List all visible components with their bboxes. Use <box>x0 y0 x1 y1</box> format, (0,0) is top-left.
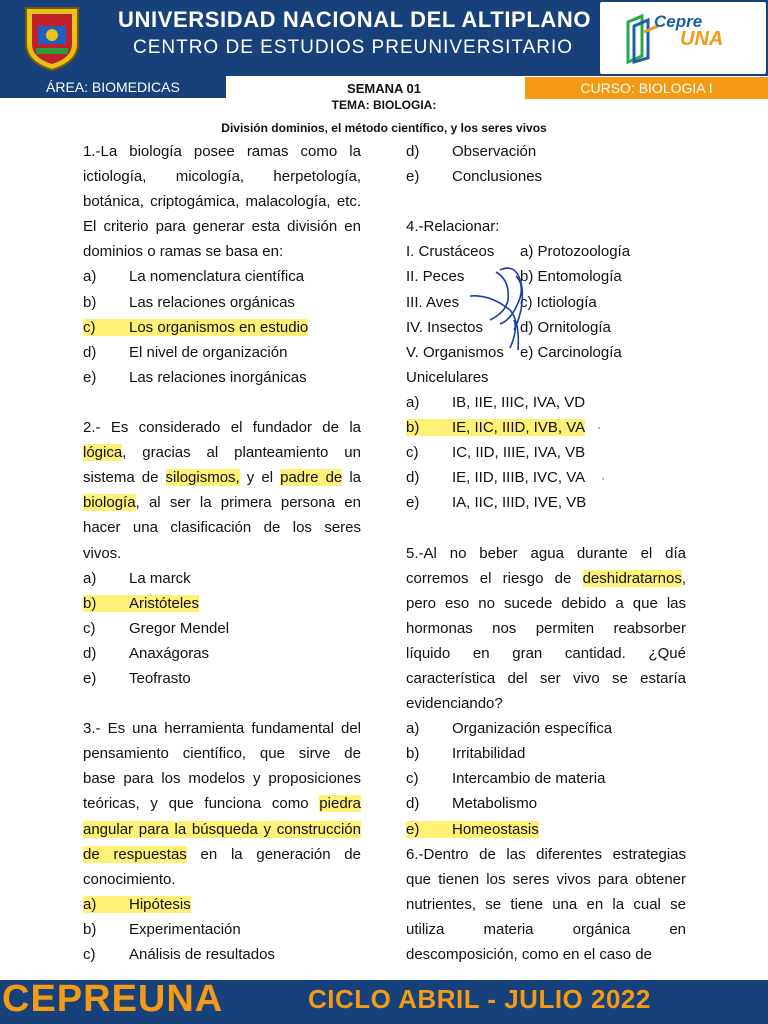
highlight-logica: lógica <box>83 444 123 462</box>
option-text: Análisis de resultados <box>129 946 275 963</box>
option-letter: d) <box>83 343 97 361</box>
option-text: Irritabilidad <box>452 745 526 763</box>
q5-option-a[interactable] <box>406 716 686 741</box>
q2-line: hacer una clasificación de los seres <box>83 519 361 537</box>
option-text: Gregor Mendel <box>129 619 230 637</box>
q4-pair: IV. Insectos d) Ornitología <box>406 318 611 336</box>
option-letter: b) <box>83 920 97 938</box>
q4-option-c[interactable] <box>406 440 686 465</box>
option-letter: c) <box>406 444 419 462</box>
option-text: Conclusiones <box>452 168 543 186</box>
header-banner <box>0 0 768 76</box>
q3-option-a[interactable] <box>83 892 361 917</box>
highlight-padre: padre de <box>280 469 343 487</box>
q4-pair: V. Organismos e) Carcinología <box>406 343 622 361</box>
option-text: IC, IID, IIIE, IVA, VB <box>452 444 586 462</box>
handwritten-matching-lines <box>460 250 570 360</box>
option-letter: b) <box>83 293 97 311</box>
q2-option-e[interactable] <box>83 666 361 691</box>
q1-option-c[interactable] <box>83 315 361 340</box>
q5-line: evidenciando? <box>406 695 503 713</box>
q4-option-e[interactable] <box>406 490 686 515</box>
option-text: IE, IID, IIIB, IVC, VA <box>452 469 586 487</box>
q1-option-b[interactable] <box>83 290 361 315</box>
q1-option-a[interactable] <box>83 264 361 289</box>
logo-una-text: UNA <box>680 28 724 50</box>
q1-option-e[interactable] <box>83 365 361 390</box>
q5-option-c[interactable] <box>406 766 686 791</box>
option-text-highlighted: Hipótesis <box>129 895 191 913</box>
q3-option-c[interactable] <box>83 942 361 967</box>
area-label: ÁREA: BIOMEDICAS <box>46 79 180 95</box>
university-name: UNIVERSIDAD NACIONAL DEL ALTIPLANO <box>118 7 592 32</box>
option-letter: e) <box>406 168 420 186</box>
option-text: Las relaciones inorgánicas <box>129 368 307 386</box>
q1-line: El criterio para generar esta división en <box>83 218 361 236</box>
option-letter: e) <box>83 669 97 687</box>
q5-line: característica del ser vivo se estaría <box>406 669 686 687</box>
q3-option-b[interactable] <box>83 917 361 942</box>
option-text: Metabolismo <box>452 795 538 813</box>
q5-line: 5.-Al no beber agua durante el día <box>406 544 686 562</box>
option-text: Teofrasto <box>129 669 191 687</box>
q2-option-b[interactable] <box>83 591 361 616</box>
q1-line: ictiología, micología, herpetología, <box>83 168 361 186</box>
pen-mark-dot: · <box>601 471 605 485</box>
q4-option-a[interactable] <box>406 390 686 415</box>
q6-line: que tienen los seres vivos para obtener <box>406 870 686 888</box>
q3-line <box>83 817 361 842</box>
q4-extra: Unicelulares <box>406 368 489 386</box>
q3-line: teóricas, y que funciona como piedra <box>83 795 361 813</box>
q6-line: 6.-Dentro de las diferentes estrategias <box>406 845 686 863</box>
semana-label: SEMANA 01 <box>347 81 421 96</box>
option-letter: e) <box>406 820 420 838</box>
highlight-deshidratarnos: deshidratarnos <box>582 569 682 587</box>
q5-option-e[interactable] <box>406 817 686 842</box>
option-letter: e) <box>83 368 97 386</box>
option-letter: c) <box>406 770 419 788</box>
option-text-highlighted: Homeostasis <box>452 820 539 838</box>
q6-line: descomposición, como en el caso de <box>406 946 652 963</box>
option-text: IA, IIC, IIID, IVE, VB <box>452 494 587 512</box>
option-text: Observación <box>452 143 537 160</box>
q1-line: botánica, criptogámica, malacología, etc. <box>83 193 361 211</box>
q2-option-d[interactable] <box>83 641 361 666</box>
q2-line: sistema de silogismos, y el padre de la <box>83 469 362 487</box>
q2-line: biología, al ser la primera persona en <box>83 494 361 512</box>
q1-option-d[interactable] <box>83 340 361 365</box>
subtema-label: División dominios, el método científico, y los seres vivos <box>221 121 547 135</box>
q5-line: pero eso no sucede debido a que las <box>406 594 686 612</box>
option-letter: c) <box>83 619 96 637</box>
option-letter: d) <box>406 795 420 813</box>
q2-line: vivos. <box>83 544 122 562</box>
q5-line: líquido en gran cantidad. ¿Qué <box>406 644 686 662</box>
q5-option-d[interactable] <box>406 791 686 816</box>
option-text: Experimentación <box>129 920 241 938</box>
option-letter: a) <box>83 569 97 587</box>
curso-label: CURSO: BIOLOGIA I <box>580 80 713 96</box>
option-text-highlighted: Los organismos en estudio <box>129 318 309 336</box>
q2-option-a[interactable] <box>83 566 361 591</box>
q5-line: corremos el riesgo de deshidratarnos, <box>406 569 686 587</box>
option-letter: a) <box>83 895 97 913</box>
q3-line: base para los modelos y proposiciones <box>83 770 361 788</box>
option-letter: c) <box>83 946 96 963</box>
option-text: IB, IIE, IIIC, IVA, VD <box>452 393 586 411</box>
q4-pair: I. Crustáceos a) Protozoología <box>406 243 631 261</box>
option-text: Intercambio de materia <box>452 770 606 788</box>
q1-line: 1.-La biología posee ramas como la <box>83 143 361 160</box>
q5-option-b[interactable] <box>406 741 686 766</box>
q6-line: nutrientes, se tiene una en la cual se <box>406 895 686 913</box>
option-text-highlighted: Aristóteles <box>129 594 200 612</box>
option-text-highlighted: IE, IIC, IIID, IVB, VA <box>452 419 586 437</box>
q3-line: 3.- Es una herramienta fundamental del <box>83 720 361 738</box>
q3-line: pensamiento científico, que sirve de <box>83 745 361 763</box>
q1-line: dominios o ramas se basa en: <box>83 243 284 261</box>
left-column <box>83 139 361 967</box>
highlight-respuestas: de respuestas <box>83 845 187 863</box>
university-shield-icon <box>20 4 84 72</box>
option-letter: b) <box>406 419 420 437</box>
cepre-una-logo <box>600 2 766 74</box>
q3-line: de respuestas en la generación de <box>83 845 361 863</box>
q2-option-c[interactable] <box>83 616 361 641</box>
q6-line: utiliza materia orgánica en <box>406 920 686 938</box>
highlight-biologia: biología <box>83 494 136 512</box>
highlight-piedra: piedra <box>319 795 361 813</box>
option-letter: a) <box>83 268 97 286</box>
q4-option-b[interactable] <box>406 415 686 440</box>
option-letter: c) <box>83 318 96 336</box>
pen-mark-dot: · <box>597 420 601 434</box>
option-letter: d) <box>83 644 97 662</box>
highlight-angular: angular para la búsqueda y construcción <box>83 820 361 838</box>
q4-pair: III. Aves c) Ictiología <box>406 293 597 311</box>
option-text: Organización específica <box>452 720 613 738</box>
q3-option-d[interactable] <box>406 139 686 164</box>
option-letter: b) <box>406 745 420 763</box>
option-text: El nivel de organización <box>129 343 288 361</box>
footer-cycle: CICLO ABRIL - JULIO 2022 <box>308 984 651 1014</box>
footer-brand: CEPREUNA <box>2 978 224 1020</box>
q4-title: 4.-Relacionar: <box>406 218 500 236</box>
option-text: La nomenclatura científica <box>129 268 305 286</box>
q3-option-e[interactable] <box>406 164 686 189</box>
logo-cepre-text: Cepre <box>654 12 703 31</box>
tema-label: TEMA: BIOLOGIA: <box>331 98 437 112</box>
q2-line: 2.- Es considerado el fundador de la <box>83 419 361 437</box>
q4-option-d[interactable] <box>406 465 686 490</box>
center-name: CENTRO DE ESTUDIOS PREUNIVERSITARIO <box>132 37 574 58</box>
option-letter: d) <box>406 469 420 487</box>
option-text: Anaxágoras <box>129 644 210 662</box>
option-letter: e) <box>406 494 420 512</box>
footer-banner <box>0 980 768 1024</box>
option-letter: a) <box>406 393 420 411</box>
option-letter: d) <box>406 143 420 160</box>
highlight-silogismos: silogismos, <box>165 469 240 487</box>
option-text: La marck <box>129 569 191 587</box>
option-letter: a) <box>406 720 420 738</box>
q2-line: lógica, gracias al planteamiento un <box>83 444 361 462</box>
option-text: Las relaciones orgánicas <box>129 293 295 311</box>
q5-line: hormonas nos permiten reabsorber <box>406 619 686 637</box>
q4-pair: II. Peces b) Entomología <box>406 268 622 286</box>
option-letter: b) <box>83 594 97 612</box>
q3-line: conocimiento. <box>83 870 176 888</box>
